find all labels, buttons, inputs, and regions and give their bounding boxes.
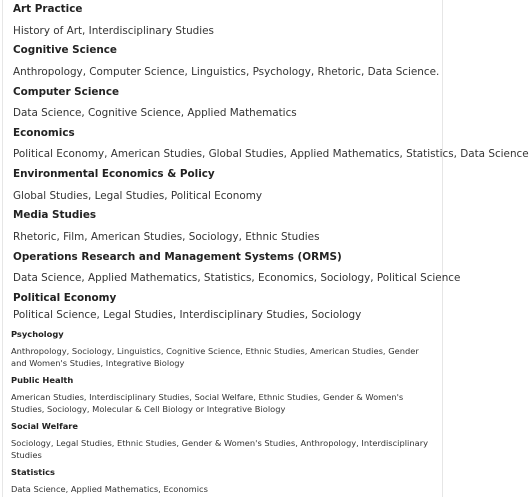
related-majors: Data Science, Cognitive Science, Applied Mathematics bbox=[13, 107, 297, 120]
major-entry bbox=[3, 165, 442, 206]
majors-small-section bbox=[3, 328, 442, 495]
related-majors: Data Science, Applied Mathematics, Economics bbox=[11, 484, 208, 495]
major-title: Political Economy bbox=[13, 292, 117, 305]
major-title: Economics bbox=[13, 126, 75, 139]
major-entry-related bbox=[3, 308, 442, 322]
related-majors: Political Economy, American Studies, Global Studies, Applied Mathematics, Statistics, Data Science bbox=[13, 148, 529, 161]
related-majors: Political Science, Legal Studies, Interdisciplinary Studies, Sociology bbox=[13, 309, 362, 322]
major-title: Computer Science bbox=[13, 85, 120, 98]
major-entry bbox=[3, 420, 442, 461]
major-title: Media Studies bbox=[13, 209, 97, 222]
major-entry bbox=[3, 328, 442, 369]
major-entry bbox=[3, 83, 442, 124]
major-entry bbox=[3, 248, 461, 289]
major-title: Environmental Economics & Policy bbox=[13, 168, 215, 181]
major-entry bbox=[3, 124, 529, 165]
related-majors: American Studies, Interdisciplinary Studies, Social Welfare, Ethnic Studies, Gender & Women's Studies, Sociology, Molecular & Cell Biology or Integrative Biology bbox=[11, 392, 404, 415]
related-majors: Data Science, Applied Mathematics, Statistics, Economics, Sociology, Political Science bbox=[13, 272, 461, 285]
major-title: Operations Research and Management Systems (ORMS) bbox=[13, 250, 342, 263]
major-title: Psychology bbox=[11, 329, 64, 340]
major-title: Social Welfare bbox=[11, 421, 79, 432]
major-title: Art Practice bbox=[13, 3, 83, 15]
related-majors: Global Studies, Legal Studies, Political Economy bbox=[13, 189, 263, 202]
majors-list bbox=[2, 0, 529, 497]
major-entry bbox=[3, 374, 442, 415]
related-majors: Anthropology, Computer Science, Linguistics, Psychology, Rhetoric, Data Science. bbox=[13, 65, 440, 78]
major-entry bbox=[3, 206, 442, 247]
majors-large-section bbox=[3, 0, 529, 322]
related-majors: Anthropology, Sociology, Linguistics, Cognitive Science, Ethnic Studies, American Studies, Gender and Women's Studies, Integrative Biology bbox=[11, 346, 419, 369]
major-title: Statistics bbox=[11, 467, 55, 478]
related-majors: Rhetoric, Film, American Studies, Sociology, Ethnic Studies bbox=[13, 230, 320, 243]
major-entry bbox=[3, 41, 442, 82]
major-entry bbox=[3, 0, 442, 41]
major-entry bbox=[3, 466, 442, 495]
major-title: Cognitive Science bbox=[13, 44, 117, 57]
related-majors: Sociology, Legal Studies, Ethnic Studies, Gender & Women's Studies, Anthropology, Interdisciplinary Studies bbox=[11, 438, 429, 461]
major-entry bbox=[3, 289, 442, 308]
major-title: Public Health bbox=[11, 375, 74, 386]
related-majors: History of Art, Interdisciplinary Studies bbox=[13, 24, 214, 37]
